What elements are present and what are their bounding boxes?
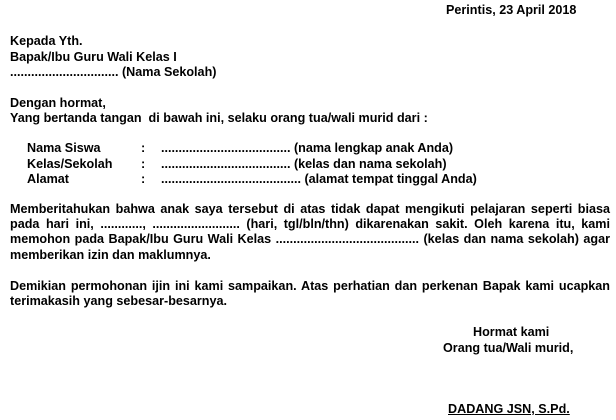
body-paragraph-1: Memberitahukan bahwa anak saya tersebut di atas tidak dapat mengikuti pelajaran seperti biasa pada hari ini, ............, ......................... (hari, tgl/bln/thn) dikarenakan sakit. Oleh karena itu, kami memohon pada Bapak/Ibu Guru Wali Kelas ......................................... (kelas dan nama sekolah) agar memberikan izin dan maklumnya. xyxy=(10,202,610,262)
signer-name: DADANG JSN, S.Pd. xyxy=(448,402,570,416)
field-value: ..................................... (nama lengkap anak Anda) xyxy=(161,141,454,155)
letter-date: Perintis, 23 April 2018 xyxy=(446,3,577,17)
closing-role: Orang tua/Wali murid, xyxy=(443,341,574,355)
recipient-line-1: Kepada Yth. xyxy=(10,34,83,48)
field-label: Alamat xyxy=(27,172,69,186)
field-value: ........................................ (alamat tempat tinggal Anda) xyxy=(161,172,477,186)
intro-line: Yang bertanda tangan di bawah ini, selaku orang tua/wali murid dari : xyxy=(10,111,428,125)
closing-regards: Hormat kami xyxy=(473,325,550,339)
field-label: Nama Siswa xyxy=(27,141,101,155)
field-value: ..................................... (kelas dan nama sekolah) xyxy=(161,157,447,171)
field-colon: : xyxy=(141,141,146,155)
body-paragraph-2: Demikian permohonan ijin ini kami sampaikan. Atas perhatian dan perkenan Bapak kami ucapkan terimakasih yang sebesar-besarnya. xyxy=(10,279,610,309)
greeting: Dengan hormat, xyxy=(10,96,106,110)
field-colon: : xyxy=(141,172,146,186)
recipient-line-3: ............................... (Nama Sekolah) xyxy=(10,65,217,79)
recipient-line-2: Bapak/Ibu Guru Wali Kelas I xyxy=(10,50,177,64)
field-colon: : xyxy=(141,157,146,171)
field-label: Kelas/Sekolah xyxy=(27,157,113,171)
